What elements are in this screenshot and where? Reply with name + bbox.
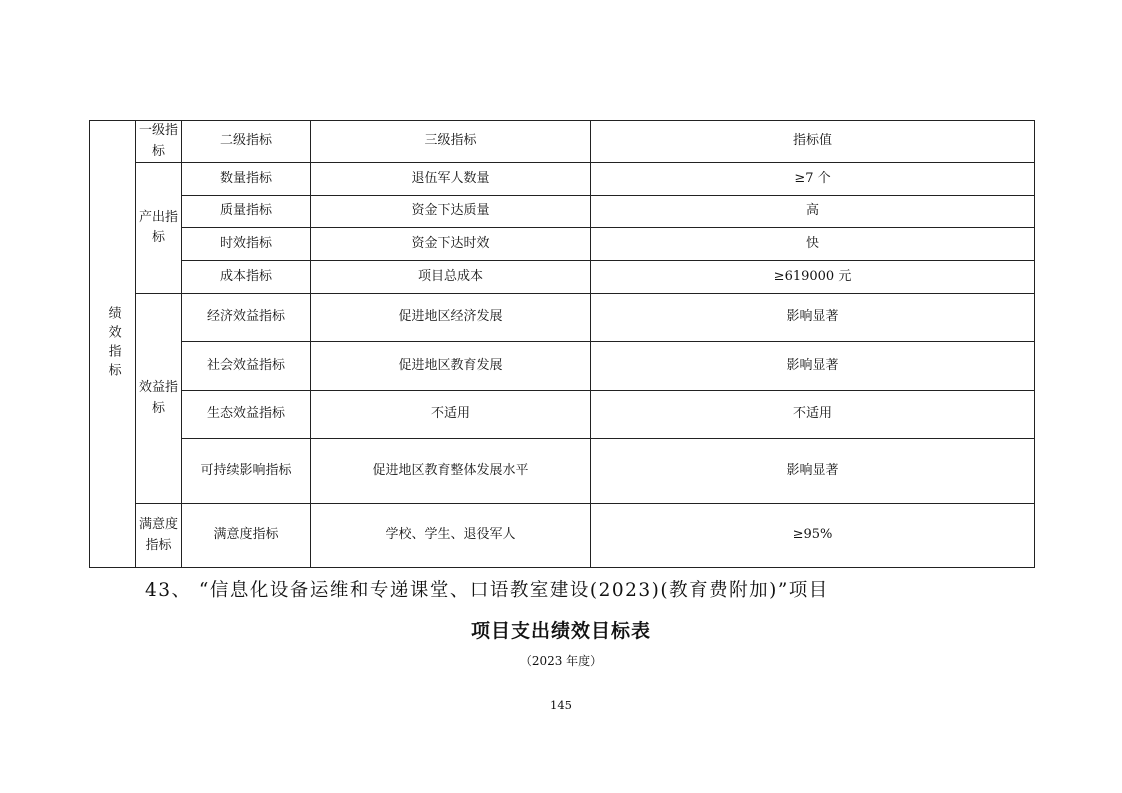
table-row xyxy=(90,228,1035,261)
table-row xyxy=(90,261,1035,294)
project-heading: 43、 “信息化设备运维和专递课堂、口语教室建设(2023)(教育费附加)”项目 xyxy=(145,580,829,601)
level2-cell: 可持续影响指标 xyxy=(182,439,311,504)
level3-cell: 资金下达质量 xyxy=(311,196,591,228)
level2-cell: 生态效益指标 xyxy=(182,391,311,439)
header-level3: 三级指标 xyxy=(311,121,591,163)
table-row xyxy=(90,196,1035,228)
table-title: 项目支出绩效目标表 xyxy=(470,620,651,642)
table-row xyxy=(90,163,1035,196)
header-value: 指标值 xyxy=(591,121,1035,163)
level2-cell: 成本指标 xyxy=(182,261,311,294)
value-cell: 高 xyxy=(591,196,1035,228)
value-cell: 影响显著 xyxy=(591,294,1035,342)
year-label: （2023 年度） xyxy=(519,654,603,668)
level3-cell: 促进地区教育整体发展水平 xyxy=(311,439,591,504)
satisfaction-group-label: 满意度指标 xyxy=(136,504,182,568)
level2-cell: 社会效益指标 xyxy=(182,342,311,391)
value-cell: ≥619000 元 xyxy=(591,261,1035,294)
category-cell: 绩效指标 xyxy=(90,121,136,568)
value-cell: 影响显著 xyxy=(591,439,1035,504)
level2-cell: 时效指标 xyxy=(182,228,311,261)
level2-cell: 满意度指标 xyxy=(182,504,311,568)
level3-cell: 促进地区教育发展 xyxy=(311,342,591,391)
value-cell: 不适用 xyxy=(591,391,1035,439)
level3-cell: 退伍军人数量 xyxy=(311,163,591,196)
benefit-group-label: 效益指标 xyxy=(136,294,182,504)
page-number: 145 xyxy=(550,698,572,712)
level2-cell: 质量指标 xyxy=(182,196,311,228)
header-level2: 二级指标 xyxy=(182,121,311,163)
table-row xyxy=(90,342,1035,391)
table-row xyxy=(90,294,1035,342)
level2-cell: 经济效益指标 xyxy=(182,294,311,342)
value-cell: 影响显著 xyxy=(591,342,1035,391)
table-header-row xyxy=(90,121,1035,163)
level3-cell: 资金下达时效 xyxy=(311,228,591,261)
value-cell: ≥95% xyxy=(591,504,1035,568)
header-level1: 一级指标 xyxy=(136,121,182,163)
level3-cell: 学校、学生、退役军人 xyxy=(311,504,591,568)
value-cell: ≥7 个 xyxy=(591,163,1035,196)
performance-indicator-table xyxy=(89,120,1035,568)
value-cell: 快 xyxy=(591,228,1035,261)
table-row xyxy=(90,439,1035,504)
output-group-label: 产出指标 xyxy=(136,163,182,294)
table-row xyxy=(90,504,1035,568)
level3-cell: 不适用 xyxy=(311,391,591,439)
level3-cell: 项目总成本 xyxy=(311,261,591,294)
level2-cell: 数量指标 xyxy=(182,163,311,196)
level3-cell: 促进地区经济发展 xyxy=(311,294,591,342)
table-row xyxy=(90,391,1035,439)
